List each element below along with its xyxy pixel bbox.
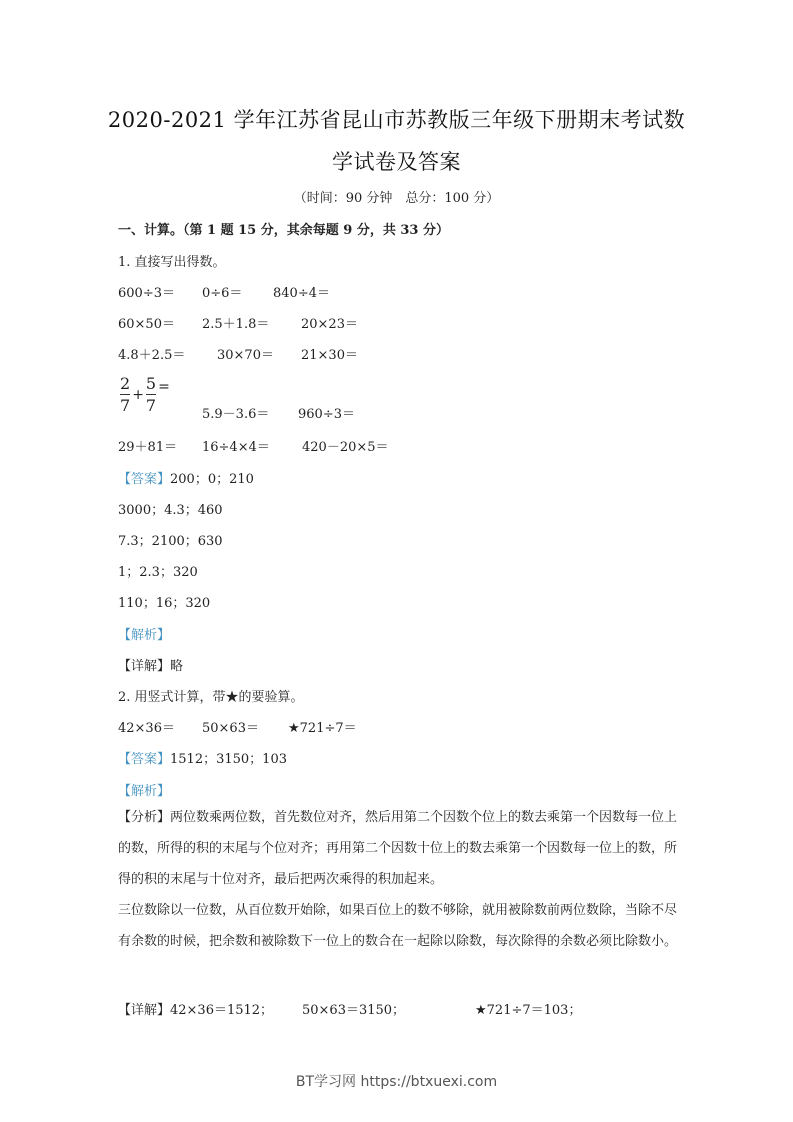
problem: 16÷4×4＝ [202, 440, 270, 455]
problem: 0÷6＝ [202, 286, 243, 301]
document-title-line2: 学试卷及答案 [332, 150, 461, 174]
question-2-prompt: 2. 用竖式计算，带★的要验算。 [118, 690, 304, 705]
document-title-line1: 2020-2021 学年江苏省昆山市苏教版三年级下册期末考试数 [107, 108, 686, 132]
answer-line: 110；16；320 [118, 596, 211, 611]
problem: 42×36＝ [118, 721, 175, 736]
answer-text: 1512；3150；103 [170, 752, 287, 767]
answer-line [118, 748, 287, 767]
problem: 420－20×5＝ [302, 440, 389, 455]
answer-text: 200；0；210 [170, 472, 254, 487]
fenxi-text: 两位数乘两位数，首先数位对齐，然后用第二个因数个位上的数去乘第一个因数每一位上的数，所得的积的末尾与个位对齐；再用第二个因数十位上的数去乘第一个因数每一位上的数，所得的积的末尾与十位对齐，最后把两次乘得的积加起来。 [118, 810, 678, 887]
fraction [146, 376, 156, 414]
section-heading: 一、计算。（第 1 题 15 分，其余每题 9 分，共 33 分） [118, 223, 449, 238]
numerator: 2 [120, 374, 131, 393]
problem: 20×23＝ [301, 317, 358, 332]
exam-info: （时间：90 分钟 总分：100 分） [293, 191, 500, 206]
detail-item: ★721÷7＝103； [475, 1003, 582, 1018]
answer-label: 【答案】 [118, 752, 171, 767]
plus-sign: + [132, 387, 144, 403]
problem: 29＋81＝ [118, 440, 178, 455]
fraction-problem [120, 376, 172, 414]
denominator: 7 [120, 396, 131, 415]
problem: 5.9－3.6＝ [202, 407, 270, 422]
watermark-footer: BT学习网 https://btxuexi.com [295, 1074, 498, 1090]
problem: 960÷3＝ [298, 407, 355, 422]
question-1-prompt: 1. 直接写出得数。 [118, 255, 226, 270]
detail-text: 略 [170, 659, 184, 674]
problem: 21×30＝ [301, 348, 358, 363]
analysis-label: 【解析】 [118, 784, 171, 799]
problem: 600÷3＝ [118, 286, 175, 301]
problem: ★721÷7＝ [288, 721, 357, 736]
denominator: 7 [145, 396, 157, 415]
problem: 60×50＝ [118, 317, 175, 332]
answer-line: 3000；4.3；460 [118, 503, 223, 518]
fenxi-label: 【分析】 [118, 810, 171, 825]
problem: 2.5＋1.8＝ [202, 317, 270, 332]
answer-line: 1；2.3；320 [118, 565, 198, 580]
numerator: 5 [145, 374, 157, 393]
problem: 4.8＋2.5＝ [118, 348, 186, 363]
detail-label: 【详解】 [118, 659, 171, 674]
division-paragraph: 三位数除以一位数，从百位数开始除，如果百位上的数不够除，就用被除数前两位数除，当除不尽有余数的时候，把余数和被除数下一位上的数合在一起除以除数，每次除得的余数必须比除数小。 [118, 903, 678, 949]
answer-label: 【答案】 [118, 472, 171, 487]
fraction [120, 376, 130, 414]
detail-label: 【详解】 [118, 1003, 171, 1018]
problem: 840÷4＝ [273, 286, 330, 301]
analysis-paragraph [118, 802, 678, 895]
answer-line: 7.3；2100；630 [118, 534, 223, 549]
problem: 30×70＝ [217, 348, 274, 363]
equals-sign: = [158, 379, 170, 395]
detail-line [118, 655, 183, 674]
analysis-label: 【解析】 [118, 628, 171, 643]
detail-item: 50×63＝3150； [302, 1003, 406, 1018]
detail-item: 42×36＝1512； [170, 1003, 274, 1018]
answer-line [118, 468, 254, 487]
problem: 50×63＝ [202, 721, 259, 736]
